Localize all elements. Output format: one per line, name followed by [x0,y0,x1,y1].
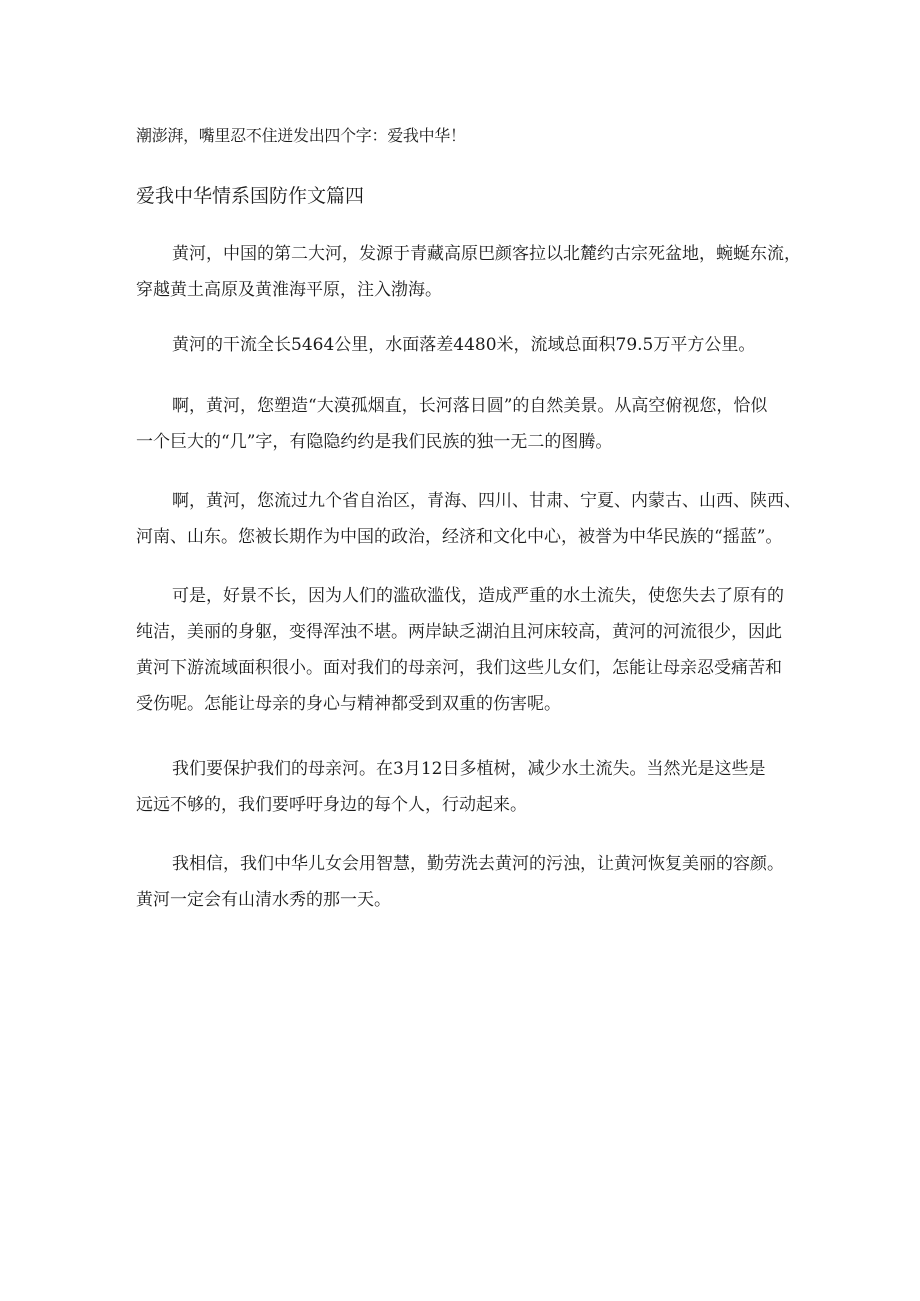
paragraph-5-line-3: 黄河下游流域面积很小。面对我们的母亲河，我们这些儿女们，怎能让母亲忍受痛苦和 [136,658,782,678]
paragraph-7-line-1: 我相信，我们中华儿女会用智慧，勤劳洗去黄河的污浊，让黄河恢复美丽的容颜。 [172,854,784,874]
paragraph-5-line-2: 纯洁，美丽的身躯，变得浑浊不堪。两岸缺乏湖泊且河床较高，黄河的河流很少，因此 [136,622,782,642]
continuation-line: 潮澎湃，嘴里忍不住迸发出四个字：爱我中华！ [136,126,466,145]
paragraph-4-line-1: 啊，黄河，您流过九个省自治区，青海、四川、甘肃、宁夏、内蒙古、山西、陕西、 [172,491,801,511]
section-heading: 爱我中华情系国防作文篇四 [136,185,365,207]
paragraph-1-line-2: 穿越黄土高原及黄淮海平原，注入渤海。 [136,280,442,300]
paragraph-6-line-1: 我们要保护我们的母亲河。在3月12日多植树，减少水土流失。当然光是这些是 [172,759,766,779]
paragraph-3-line-1: 啊，黄河，您塑造“大漠孤烟直，长河落日圆”的自然美景。从高空俯视您，恰似 [172,396,768,416]
paragraph-4-line-2: 河南、山东。您被长期作为中国的政治，经济和文化中心，被誉为中华民族的“摇蓝”。 [136,527,783,547]
paragraph-3-line-2: 一个巨大的“几”字，有隐隐约约是我们民族的独一无二的图腾。 [136,432,613,452]
paragraph-7-line-2: 黄河一定会有山清水秀的那一天。 [136,890,391,910]
paragraph-2-line-1: 黄河的干流全长5464公里，水面落差4480米，流域总面积79.5万平方公里。 [172,335,756,355]
paragraph-5-line-1: 可是，好景不长，因为人们的滥砍滥伐，造成严重的水土流失，使您失去了原有的 [172,586,784,606]
paragraph-1-line-1: 黄河，中国的第二大河，发源于青藏高原巴颜客拉以北麓约古宗死盆地，蜿蜒东流， [172,244,801,264]
paragraph-5-line-4: 受伤呢。怎能让母亲的身心与精神都受到双重的伤害呢。 [136,694,561,714]
paragraph-6-line-2: 远远不够的，我们要呼吁身边的每个人，行动起来。 [136,795,527,815]
